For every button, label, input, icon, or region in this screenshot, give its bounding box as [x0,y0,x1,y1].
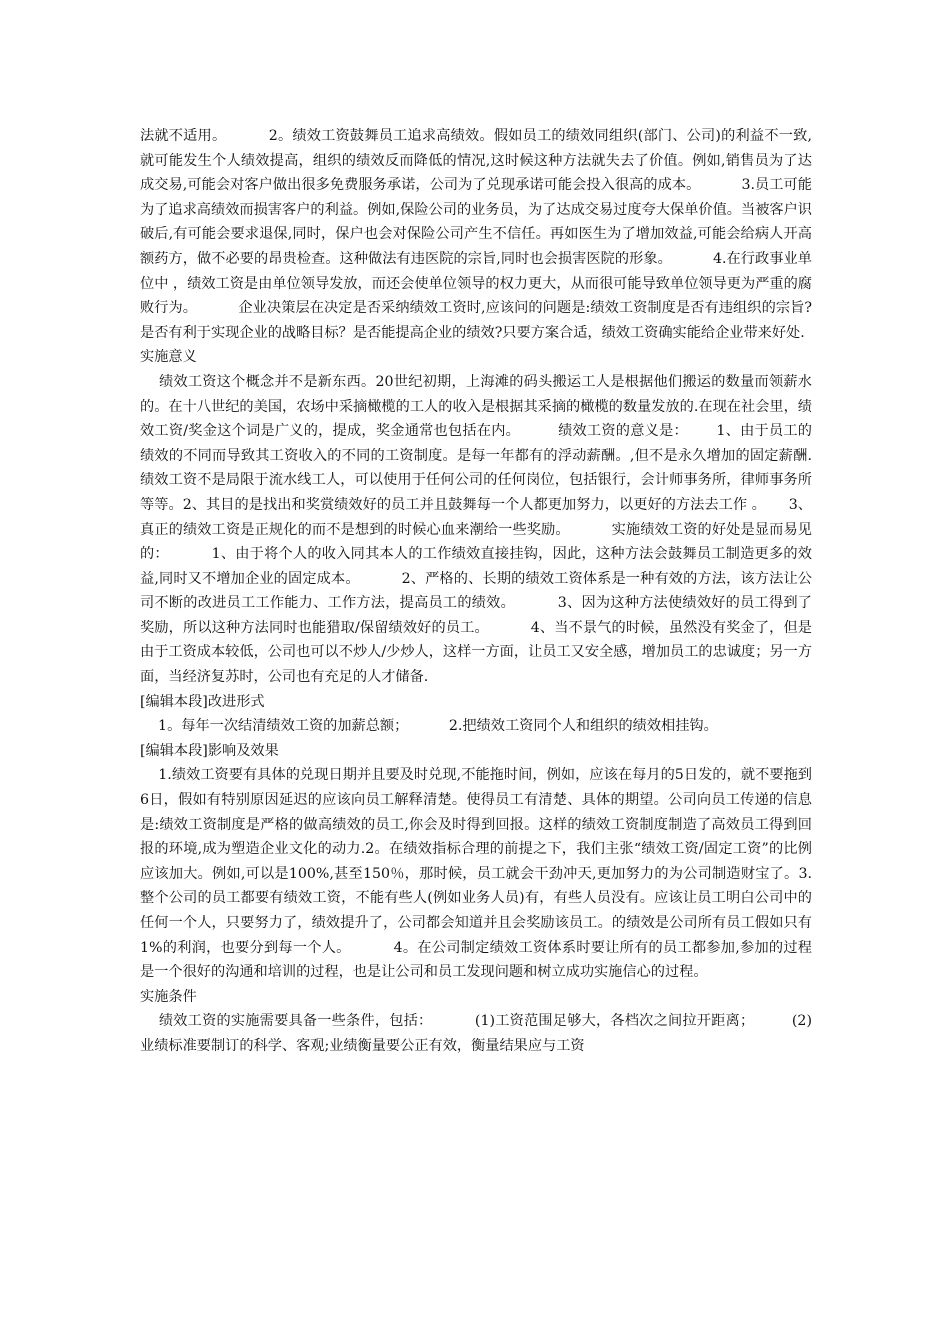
paragraph-improvement: 1。每年一次结清绩效工资的加薪总额； 2.把绩效工资同个人和组织的绩效相挂钩。 [140,718,718,735]
paragraph-disadvantages: 法就不适用。 2。绩效工资鼓舞员工追求高绩效。假如员工的绩效同组织(部门、公司)的利益不一致,就可能发生个人绩效提高，组织的绩效反而降低的情况,这时候这种方法就失去了价值。例如,销售员为了达成交易,可能会对客户做出很多免费服务承诺，公司为了兑现承诺可能会投入很高的成本。 3.员工可能为了追求高绩效而损害客户的利益。例如,保险公司的业务员，为了达成交易过度夸大保单价值。当被客户识破后,有可能会要求退保,同时，保户也会对保险公司产生不信任。再如医生为了增加效益,可能会给病人开高额药方，做不必要的昂贵检查。这种做法有违医院的宗旨,同时也会损害医院的形象。 4.在行政事业单位中 ，绩效工资是由单位领导发放，而还会使单位领导的权力更大，从而很可能导致单位领导更为严重的腐败行为。 企业决策层在决定是否采纳绩效工资时,应该问的问题是:绩效工资制度是否有违组织的宗旨?是否有利于实现企业的战略目标？是否能提高企业的绩效?只要方案合适，绩效工资确实能给企业带来好处. [140,128,812,341]
paragraph-conditions: 绩效工资的实施需要具备一些条件，包括： (1)工资范围足够大，各档次之间拉开距离； (2)业绩标准要制订的科学、客观;业绩衡量要公正有效，衡量结果应与工资 [140,1013,812,1054]
paragraph-significance: 绩效工资这个概念并不是新东西。20世纪初期，上海滩的码头搬运工人是根据他们搬运的数量而领薪水的。在十八世纪的美国，农场中采摘橄榄的工人的收入是根据其采摘的橄榄的数量发放的.在现在社会里，绩效工资/奖金这个词是广义的，提成，奖金通常也包括在内。 绩效工资的意义是： 1、由于员工的绩效的不同而导致其工资收入的不同的工资制度。是每一年都有的浮动薪酬。,但不是永久增加的固定薪酬.绩效工资不是局限于流水线工人，可以使用于任何公司的任何岗位，包括银行，会计师事务所，律师事务所等等。2、其目的是找出和奖赏绩效好的员工并且鼓舞每一个人都更加努力，以更好的方法去工作 。 3、真正的绩效工资是正规化的而不是想到的时候心血来潮给一些奖励。 实施绩效工资的好处是显而易见的： 1、由于将个人的收入同其本人的工作绩效直接挂钩，因此，这种方法会鼓舞员工制造更多的效益,同时又不增加企业的固定成本。 2、严格的、长期的绩效工资体系是一种有效的方法，该方法让公司不断的改进员工工作能力、工作方法，提高员工的绩效。 3、因为这种方法使绩效好的员工得到了奖励，所以这种方法同时也能猎取/保留绩效好的员工。 4、当不景气的时候，虽然没有奖金了，但是由于工资成本较低，公司也可以不炒人/少炒人，这样一方面，让员工又安全感，增加员工的忠诚度；另一方面，当经济复苏时，公司也有充足的人才储备. [140,373,812,686]
section-heading-improvement: [编辑本段]改进形式 [140,693,265,710]
document-page [140,124,812,1059]
paragraph-effects: 1.绩效工资要有具体的兑现日期并且要及时兑现,不能拖时间，例如，应该在每月的5日发的，就不要拖到6日，假如有特别原因延迟的应该向员工解释清楚。使得员工有清楚、具体的期望。公司向员工传递的信息是:绩效工资制度是严格的做高绩效的员工,你会及时得到回报。这样的绩效工资制度制造了高效员工得到回报的环境,成为塑造企业文化的动力.2。在绩效指标合理的前提之下，我们主张“绩效工资/固定工资”的比例应该加大。例如,可以是100%,甚至150％，那时候，员工就会干劲冲天,更加努力的为公司制造财宝了。3.整个公司的员工都要有绩效工资，不能有些人(例如业务人员)有，有些人员没有。应该让员工明白公司中的任何一个人，只要努力了，绩效提升了，公司都会知道并且会奖励该员工。的绩效是公司所有员工假如只有1%的利润，也要分到每一个人。 4。在公司制定绩效工资体系时要让所有的员工都参加,参加的过程是一个很好的沟通和培训的过程，也是让公司和员工发现问题和树立成功实施信心的过程。 [140,767,812,981]
section-heading-significance: 实施意义 [140,349,197,366]
section-heading-conditions: 实施条件 [140,988,197,1005]
section-heading-effects: [编辑本段]影响及效果 [140,742,279,759]
